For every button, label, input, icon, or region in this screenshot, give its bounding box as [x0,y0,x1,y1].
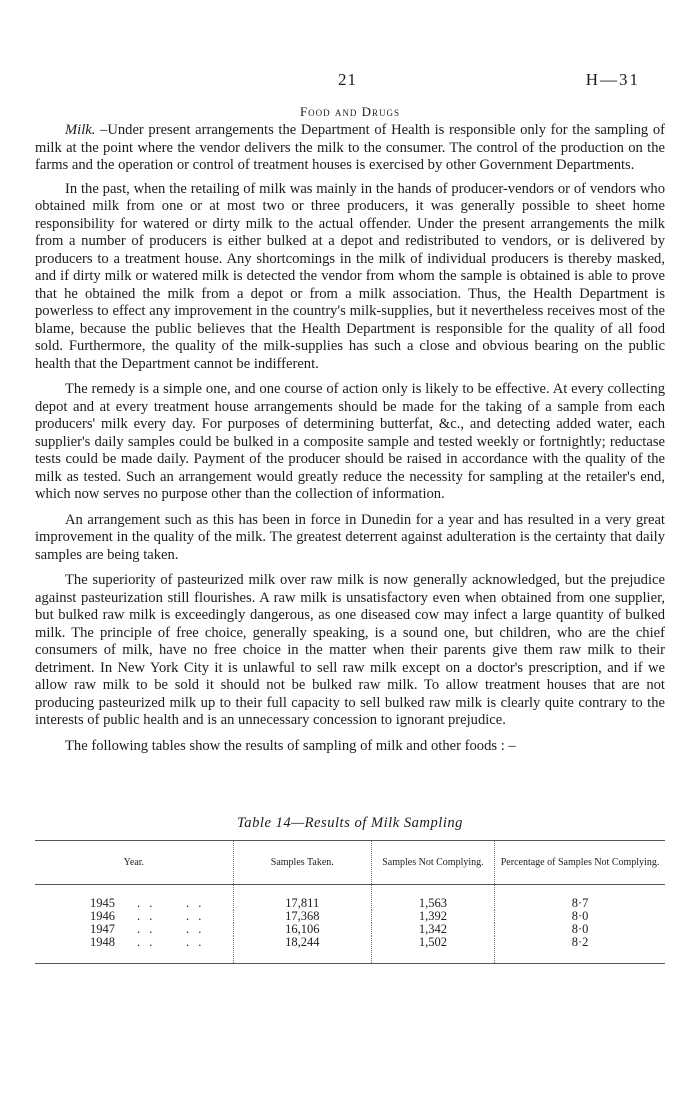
dot-leader: . . . . [137,922,205,936]
column-header-samples-taken: Samples Taken. [233,841,371,885]
dot-leader: . . . . [137,935,205,949]
samples-taken-cell: 16,106 [233,923,371,936]
paragraph-pasteurized: The superiority of pasteurized milk over raw milk is now generally acknowledged, but the prejudice against pasteurization still flourishes. A raw milk is unsatisfactory even when obtained from one supplier, but bulked raw milk is exceedingly dangerous, as one diseased cow may infect a large quantity of bulked milk. The principle of free choice, generally speaking, is a sound one, but children, who are the chief consumers of milk, have no free choice in the matter when their parents give them raw milk to their detriment. In New York City it is unlawful to sell raw milk except on a doctor's prescription, and if we allow raw milk to be sold it should not be bulked raw milk. To allow treatment houses that are not producing pasteurized milk up to their full capacity to sell bulked raw milk is clearly quite contrary to the interests of public health and is an unnecessary concession to ignorant prejudice. [35,572,665,728]
table-caption: Table 14—Results of Milk Sampling [237,815,463,831]
paragraph-milk [35,122,665,175]
percentage-cell: 8·0 [495,923,665,936]
samples-taken-cell: 17,368 [233,910,371,923]
table-row [35,910,665,923]
column-header-year: Year. [35,841,233,885]
page-number: 21 [338,70,357,89]
not-complying-cell: 1,342 [371,923,494,936]
not-complying-cell: 1,502 [371,936,494,964]
paragraph-remedy: The remedy is a simple one, and one course of action only is likely to be effective. At every collecting depot and at every treatment house arrangements should be made for the taking of a sample from each producers' milk every day. For purposes of determining butterfat, &c., and detecting added water, each supplier's daily samples could be bulked in a composite sample and tested weekly or fortnightly; reductase tests could be made daily. Payment of the producer should be raised in accordance with the quality of the milk as tested. Such an arrangement would greatly reduce the necessity for sampling at the retailer's end, which now serves no purpose other than the collection of information. [35,381,665,502]
column-header-not-complying: Samples Not Complying. [371,841,494,885]
not-complying-cell: 1,392 [371,910,494,923]
samples-taken-cell: 17,811 [233,885,371,911]
percentage-cell: 8·0 [495,910,665,923]
paragraph-lead-in: Milk. [65,122,96,138]
body-text [35,122,665,763]
year-cell: 1948 . . . . [35,936,233,964]
dot-leader: . . . . [137,896,205,910]
paragraph-past-arrangements: In the past, when the retailing of milk was mainly in the hands of producer-vendors or of vendors who obtained milk from one or at most two or three producers, it was generally possible to sheet home responsibility for watered or dirty milk to the actual offender. Under the present arrangements the milk from a number of producers is either bulked at a depot and redistributed to vendors, or is delivered by producers to a treatment house. Any shortcomings in the milk of individual producers is thereby masked, and if dirty milk or watered milk is detected the vendor from whom the sample is obtained is able to prove that he obtained the milk from a depot or from a milk association. Thus, the Health Department is powerless to effect any improvement in the country's milk-supplies, but it nevertheless receives most of the blame, because the public believes that the Health Department is responsible for the quality of all food sold. Furthermore, the quality of the milk-supplies has such a close and obvious bearing on the public health that the Department cannot be indifferent. [35,180,665,372]
percentage-cell: 8·7 [495,885,665,911]
paragraph-dunedin: An arrangement such as this has been in force in Dunedin for a year and has resulted in a very great improvement in the quality of the milk. The greatest deterrent against adulteration is the certainty that daily samples are being taken. [35,511,665,563]
percentage-cell: 8·2 [495,936,665,964]
column-header-percentage: Percentage of Samples Not Complying. [495,841,665,885]
year-cell: 1947 . . . . [90,922,205,936]
dot-leader: . . . . [137,909,205,923]
table-row [35,923,665,936]
table-row [35,936,665,964]
paragraph-text: –Under present arrangements the Department of Health is responsible only for the sampling of milk at the point where the vendor delivers the milk to the consumer. The control of the production on the farms and the operation or control of treatment houses is exercised by other Government Departments. [35,122,665,173]
samples-taken-cell: 18,244 [233,936,371,964]
milk-sampling-table [35,840,665,964]
year-cell: 1946 . . . . [90,909,205,923]
table-row [35,885,665,911]
not-complying-cell: 1,563 [371,885,494,911]
year-cell: 1945 . . . . [90,896,205,910]
document-reference: H—31 [585,70,640,89]
table-header-row [35,841,665,885]
paragraph-tables-intro: The following tables show the results of sampling of milk and other foods : – [65,737,516,754]
section-title: Food and Drugs [299,104,401,119]
